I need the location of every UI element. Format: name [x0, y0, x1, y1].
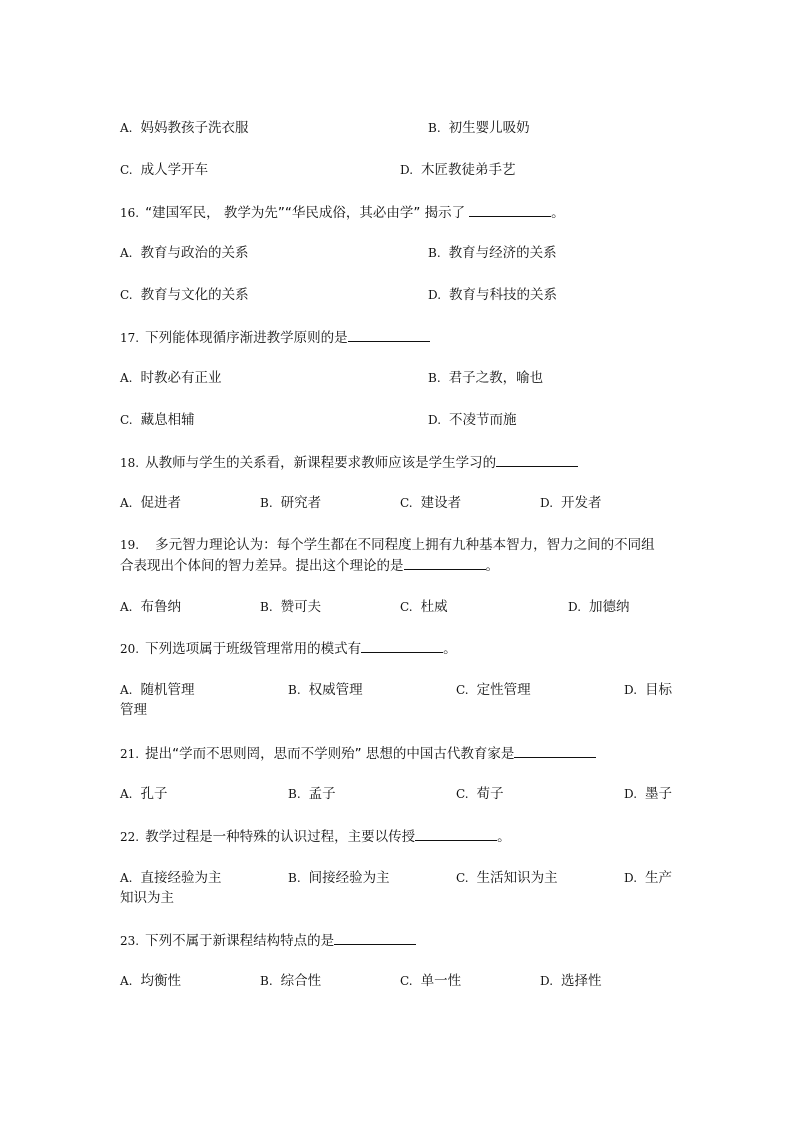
option-text: 建设者: [420, 495, 462, 511]
option-text: 木匠教徒弟手艺: [421, 162, 516, 178]
q16-option-a: [120, 243, 248, 263]
option-text: 孔子: [140, 786, 168, 802]
option-letter: B.: [288, 871, 301, 885]
option-letter: C.: [120, 413, 133, 427]
question-number: 20.: [120, 642, 140, 656]
q16-option-d: [428, 285, 557, 305]
option-text: 单一性: [420, 973, 462, 989]
option-letter: C.: [120, 163, 133, 177]
option-text: 加德纳: [589, 599, 630, 615]
option-letter: C.: [400, 974, 413, 988]
q23-option-d: [540, 971, 602, 991]
q23-option-c: [400, 971, 461, 991]
option-letter: D.: [624, 683, 638, 697]
option-letter: C.: [456, 871, 469, 885]
q16-option-b: [428, 243, 557, 263]
q22-option-d: [624, 868, 672, 888]
question-text: 从教师与学生的关系看，新课程要求教师应该是学生学习的: [145, 455, 497, 471]
option-letter: C.: [120, 288, 133, 302]
q17-question: [120, 327, 430, 348]
option-text: 妈妈教孩子洗衣服: [140, 120, 249, 136]
option-letter: A.: [120, 974, 133, 988]
q22-option-a: [120, 868, 221, 888]
q22-option-c: [456, 868, 558, 888]
option-letter: B.: [288, 787, 301, 801]
option-text: 生活知识为主: [476, 870, 558, 886]
option-text: 均衡性: [140, 973, 181, 989]
q20-option-c: [456, 680, 531, 700]
option-letter: A.: [120, 371, 133, 385]
q21-option-d: [624, 784, 672, 804]
answer-blank: [415, 826, 497, 841]
answer-blank: [361, 638, 443, 653]
question-number: 22.: [120, 830, 140, 844]
q15-option-b: [428, 118, 530, 138]
q18-option-d: [540, 493, 602, 513]
option-text: 杜威: [420, 599, 448, 615]
option-letter: D.: [428, 413, 442, 427]
option-letter: A.: [120, 246, 133, 260]
option-text: 墨子: [645, 786, 673, 802]
q23-option-a: [120, 971, 181, 991]
option-text: 促进者: [140, 495, 181, 511]
q16-question: [120, 202, 565, 223]
option-letter: B.: [428, 121, 441, 135]
option-letter: A.: [120, 600, 133, 614]
option-text: 君子之教，喻也: [448, 370, 544, 386]
option-text: 成人学开车: [140, 162, 209, 178]
option-letter: A.: [120, 683, 133, 697]
q21-option-c: [456, 784, 504, 804]
option-text: 目标: [645, 682, 673, 698]
option-letter: C.: [400, 496, 413, 510]
option-text: 随机管理: [140, 682, 195, 698]
option-text: 综合性: [280, 973, 322, 989]
option-letter: C.: [456, 683, 469, 697]
q19-option-b: [260, 597, 321, 617]
question-text: “建国军民， 教学为先”“华民成俗，其必由学” 揭示了: [145, 205, 466, 221]
question-number: 16.: [120, 206, 140, 220]
option-text: 布鲁纳: [140, 599, 181, 615]
option-text: 选择性: [561, 973, 602, 989]
option-text: 定性管理: [476, 682, 531, 698]
option-letter: D.: [428, 288, 442, 302]
question-number: 17.: [120, 331, 140, 345]
q15-option-a: [120, 118, 248, 138]
option-text: 时教必有正业: [140, 370, 222, 386]
answer-blank: [514, 743, 596, 758]
option-text: 荀子: [476, 786, 504, 802]
option-letter: B.: [428, 371, 441, 385]
q20-option-b: [288, 680, 363, 700]
option-text: 权威管理: [308, 682, 363, 698]
question-end: 。: [485, 558, 499, 574]
option-text: 生产: [645, 870, 673, 886]
q17-option-c: [120, 410, 195, 430]
option-letter: D.: [400, 163, 414, 177]
q20-option-a: [120, 680, 194, 700]
q17-option-d: [428, 410, 517, 430]
q16-option-c: [120, 285, 249, 305]
question-number: 18.: [120, 456, 140, 470]
q17-option-a: [120, 368, 221, 388]
q21-question: [120, 743, 596, 764]
question-text: 多元智力理论认为：每个学生都在不同程度上拥有九种基本智力，智力之间的不同组: [155, 537, 655, 553]
option-text: 初生婴儿吸奶: [448, 120, 530, 136]
question-text: 教学过程是一种特殊的认识过程，主要以传授: [145, 829, 416, 845]
option-letter: B.: [260, 496, 273, 510]
q17-option-b: [428, 368, 543, 388]
option-text: 孟子: [308, 786, 336, 802]
option-letter: A.: [120, 496, 133, 510]
option-letter: D.: [540, 974, 554, 988]
option-text: 教育与科技的关系: [449, 287, 558, 303]
option-letter: D.: [624, 871, 638, 885]
answer-blank: [334, 930, 416, 945]
option-letter: B.: [260, 600, 273, 614]
option-text: 知识为主: [120, 890, 174, 906]
option-text: 开发者: [561, 495, 602, 511]
option-letter: C.: [400, 600, 413, 614]
q22-option-b: [288, 868, 390, 888]
q20-question: [120, 638, 457, 659]
option-letter: B.: [288, 683, 301, 697]
q18-option-a: [120, 493, 181, 513]
q15-option-c: [120, 160, 208, 180]
option-letter: D.: [568, 600, 582, 614]
question-end: 。: [443, 641, 457, 657]
q19-question-line1: [120, 535, 655, 555]
q18-option-b: [260, 493, 321, 513]
q18-question: [120, 452, 578, 473]
option-letter: A.: [120, 871, 133, 885]
question-number: 23.: [120, 934, 140, 948]
q22-option-d-wrap: [120, 888, 174, 908]
q23-option-b: [260, 971, 321, 991]
q19-option-c: [400, 597, 448, 617]
option-letter: A.: [120, 121, 133, 135]
question-text: 提出“学而不思则罔，思而不学则殆” 思想的中国古代教育家是: [145, 746, 515, 762]
q18-option-c: [400, 493, 461, 513]
question-text: 下列能体现循序渐进教学原则的是: [145, 330, 348, 346]
q21-option-b: [288, 784, 336, 804]
question-text: 下列不属于新课程结构特点的是: [145, 933, 335, 949]
q19-question-line2: [120, 555, 499, 576]
q21-option-a: [120, 784, 167, 804]
q15-option-d: [400, 160, 516, 180]
question-number: 19.: [120, 538, 140, 552]
question-text: 合表现出个体间的智力差异。提出这个理论的是: [120, 558, 404, 574]
option-text: 不凌节而施: [449, 412, 517, 428]
q20-option-d: [624, 680, 672, 700]
option-letter: A.: [120, 787, 133, 801]
question-number: 21.: [120, 747, 140, 761]
question-end: 。: [497, 829, 511, 845]
option-text: 直接经验为主: [140, 870, 222, 886]
option-text: 教育与经济的关系: [448, 245, 557, 261]
answer-blank: [496, 452, 578, 467]
option-text: 间接经验为主: [308, 870, 390, 886]
q19-option-d: [568, 597, 630, 617]
option-text: 赞可夫: [280, 599, 322, 615]
option-letter: C.: [456, 787, 469, 801]
option-text: 教育与文化的关系: [140, 287, 249, 303]
q22-question: [120, 826, 511, 847]
option-text: 教育与政治的关系: [140, 245, 249, 261]
option-letter: D.: [540, 496, 554, 510]
q20-option-d-wrap: [120, 700, 147, 720]
option-text: 管理: [120, 702, 147, 718]
question-end: 。: [551, 205, 565, 221]
answer-blank: [404, 555, 486, 570]
option-letter: D.: [624, 787, 638, 801]
option-letter: B.: [260, 974, 273, 988]
option-text: 研究者: [280, 495, 322, 511]
question-text: 下列选项属于班级管理常用的模式有: [145, 641, 362, 657]
answer-blank: [348, 327, 430, 342]
option-letter: B.: [428, 246, 441, 260]
q23-question: [120, 930, 416, 951]
option-text: 藏息相辅: [140, 412, 195, 428]
q19-option-a: [120, 597, 181, 617]
answer-blank: [469, 202, 551, 217]
